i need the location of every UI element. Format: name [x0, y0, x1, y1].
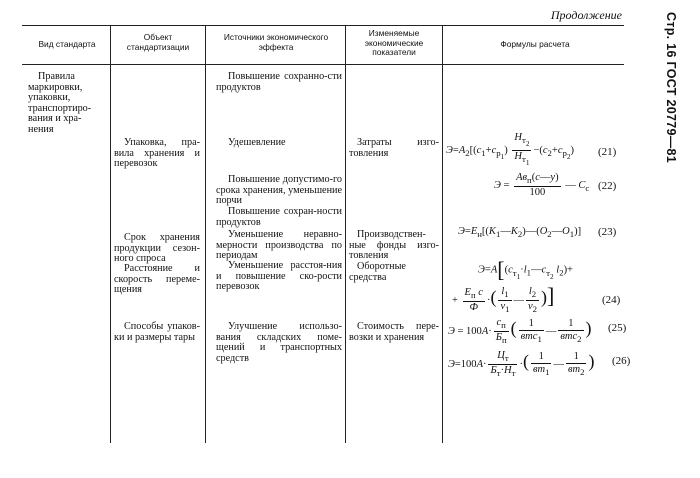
formula-24-line1: $Э=A[(c_{т_1}\cdot l_1—c_{т_2}$ $l_2)+$	[478, 257, 573, 282]
indicator-production-cost: Затраты изго-товления	[349, 137, 439, 159]
indicator-transport-cost: Стоимость пере-возки и хранения	[349, 321, 439, 343]
source-warehouse-use: Улучшение использо-вания складских поме-щений и транспортных средств	[216, 321, 342, 364]
side-page-header	[636, 10, 698, 190]
object-packaging: Упаковка, пра-вила хранения и перевозок	[114, 137, 200, 170]
standard-type-text: Правила маркировки, упаковки, транспортиро-вания и хра-нения	[28, 71, 92, 135]
formula-22: Э = $\frac{Aв_п(c—y)}{100}$ — $C_c$	[494, 172, 590, 199]
formula-number-25: (25)	[608, 322, 627, 334]
source-uneven-production: Уменьшение неравно-мерности производства по периодам	[216, 229, 342, 262]
col-divider-1	[110, 25, 111, 443]
formula-26: Э=100A· $\frac{Ц_т}{Б_т\cdot H_т}$ ·( $\frac{1}{вт_1}$ — $\frac{1}{вт_2}$ )	[448, 350, 595, 379]
object-storage-term: Срок хранения продукции сезон-ного спроса	[114, 232, 200, 265]
continuation-label: Продолжение	[550, 8, 622, 22]
formula-23: $Э=E_н[(K_1—K_2)—(O_2—O_1)]$	[458, 226, 582, 240]
source-preservation-2: Повышение сохран-ности продуктов	[216, 206, 342, 228]
object-packing-methods: Способы упаков-ки и размеры тары	[114, 321, 200, 343]
table-header-border	[22, 64, 624, 65]
header-formulas: Формулы расчета	[500, 39, 570, 49]
header-indicators: Изменяемые экономические показатели	[364, 28, 424, 57]
source-transport-distance: Уменьшение расстоя-ния и повышение ско-рости перевозок	[216, 260, 342, 293]
formula-number-22: (22)	[598, 180, 617, 192]
formula-number-23: (23)	[598, 226, 617, 238]
table-top-border	[22, 25, 624, 26]
source-preservation-1: Повышение сохранно-сти продуктов	[216, 71, 342, 93]
col-divider-2	[205, 25, 206, 443]
col-divider-4	[442, 25, 443, 443]
header-object: Объект стандартизации	[126, 32, 190, 52]
formula-25: Э = 100A· $\frac{c_п}{Б_п}$ ( $\frac{1}{втс_1}$ — $\frac{1}{втс_2}$ )	[448, 317, 592, 346]
formula-number-26: (26)	[612, 355, 631, 367]
header-standard-type: Вид стандарта	[38, 39, 96, 49]
source-cheapening: Удешевление	[228, 137, 286, 148]
object-distance-speed: Расстояние и скорость переме-щения	[114, 263, 200, 296]
formula-21: $Э=A_2[(c_1+c_{p_1})$ $\frac{H_{т_2}}{H_{т_1}}$ $-(c_2+c_{p_2})$	[446, 132, 575, 167]
source-storage-term: Повышение допустимо-го срока хранения, уменьшение порчи	[216, 174, 342, 207]
formula-24-line2: + $\frac{E_п c}{Ф}$ ·( $\frac{l_1}{v_1}$ — $\frac{l_2}{v_2}$ )]	[452, 283, 555, 315]
col-divider-3	[345, 25, 346, 443]
indicator-production-funds: Производствен-ные фонды изго-товления	[349, 229, 439, 262]
header-sources: Источники экономического эффекта	[223, 32, 329, 52]
side-header-text: Стр. 16 ГОСТ 20779—81	[664, 12, 678, 164]
indicator-working-capital: Оборотные средства	[349, 261, 406, 283]
formula-number-21: (21)	[598, 146, 617, 158]
formula-number-24: (24)	[602, 294, 621, 306]
